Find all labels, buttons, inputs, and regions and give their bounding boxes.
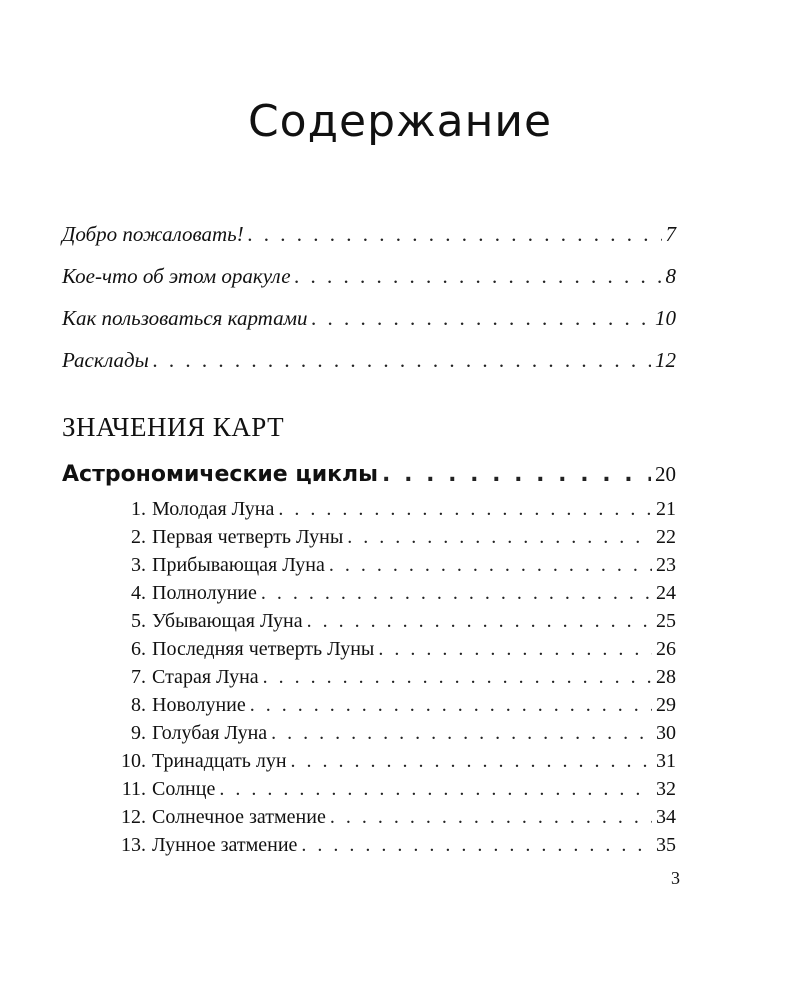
toc-leader-dots (347, 526, 652, 549)
toc-entry-page: 7 (665, 222, 676, 246)
toc-entry-label: Добро пожаловать! (62, 222, 244, 246)
toc-item-page: 28 (656, 666, 676, 688)
toc-item-label: Последняя четверть Луны (152, 638, 375, 660)
page-title: Содержание (247, 96, 553, 147)
toc-leader-dots (382, 462, 651, 487)
toc-leader-dots (261, 582, 652, 605)
toc-leader-dots (153, 348, 651, 373)
toc-item-label: Солнечное затмение (152, 806, 326, 828)
toc-item-label: Прибывающая Луна (152, 554, 325, 576)
toc-item-number: 12. (121, 806, 146, 828)
toc-item-number: 8. (131, 694, 146, 716)
toc-item-page: 32 (656, 778, 676, 800)
toc-item-number: 6. (131, 638, 146, 660)
toc-item-page: 34 (656, 806, 676, 828)
toc-item-number: 3. (131, 554, 146, 576)
toc-leader-dots (271, 722, 652, 745)
toc-item-number: 13. (121, 834, 146, 856)
toc-item-page: 21 (656, 498, 676, 520)
toc-item-label: Солнце (152, 778, 216, 800)
toc-item-label: Голубая Луна (152, 722, 268, 744)
toc-item[interactable] (108, 750, 676, 773)
toc-leader-dots (278, 498, 652, 521)
toc-leader-dots (312, 306, 652, 331)
toc-entry-label: Расклады (62, 348, 149, 372)
toc-item-label: Молодая Луна (152, 498, 275, 520)
toc-item[interactable] (108, 806, 676, 829)
toc-leader-dots (219, 778, 652, 801)
toc-item-number: 7. (131, 666, 146, 688)
toc-item[interactable] (108, 498, 676, 521)
toc-item[interactable] (108, 694, 676, 717)
toc-item[interactable] (108, 582, 676, 605)
toc-item-label: Убывающая Луна (152, 610, 303, 632)
page-number: 3 (671, 868, 680, 888)
toc-item-number: 4. (131, 582, 146, 604)
toc-leader-dots (378, 638, 652, 661)
toc-item-label: Первая четверть Луны (152, 526, 344, 548)
toc-leader-dots (263, 666, 652, 689)
toc-item-number: 11. (121, 778, 146, 800)
toc-entry-page: 8 (665, 264, 676, 288)
toc-item-number: 9. (131, 722, 146, 744)
toc-entry-label: Как пользоваться картами (62, 306, 308, 330)
toc-chapter-astronomical-cycles[interactable] (62, 462, 676, 487)
toc-item-label: Старая Луна (152, 666, 259, 688)
toc-item[interactable] (108, 666, 676, 689)
toc-item[interactable] (108, 554, 676, 577)
toc-item-label: Лунное затмение (152, 834, 298, 856)
toc-entry-label: Кое-что об этом оракуле (62, 264, 291, 288)
toc-item-label: Тринадцать лун (152, 750, 287, 772)
toc-item-page: 35 (656, 834, 676, 856)
toc-item[interactable] (108, 526, 676, 549)
toc-entry-welcome[interactable] (62, 222, 676, 247)
toc-item[interactable] (108, 722, 676, 745)
toc-item[interactable] (108, 834, 676, 857)
toc-item-page: 24 (656, 582, 676, 604)
toc-entry-page: 10 (655, 306, 676, 330)
toc-item-page: 23 (656, 554, 676, 576)
toc-chapter-page: 20 (655, 462, 676, 486)
toc-item-number: 2. (131, 526, 146, 548)
toc-leader-dots (248, 222, 662, 247)
toc-leader-dots (330, 806, 652, 829)
toc-item-page: 30 (656, 722, 676, 744)
toc-item-page: 31 (656, 750, 676, 772)
toc-leader-dots (250, 694, 652, 717)
toc-item-number: 10. (121, 750, 146, 772)
toc-leader-dots (291, 750, 652, 773)
toc-chapter-label: Астрономические циклы (62, 462, 379, 487)
toc-item[interactable] (108, 778, 676, 801)
section-heading: ЗНАЧЕНИЯ КАРТ (62, 412, 285, 442)
toc-item[interactable] (108, 638, 676, 661)
toc-item[interactable] (108, 610, 676, 633)
toc-entry-spreads[interactable] (62, 348, 676, 373)
toc-leader-dots (301, 834, 652, 857)
toc-item-page: 29 (656, 694, 676, 716)
toc-item-number: 1. (131, 498, 146, 520)
toc-leader-dots (329, 554, 652, 577)
toc-entry-page: 12 (655, 348, 676, 372)
toc-item-page: 26 (656, 638, 676, 660)
toc-item-page: 22 (656, 526, 676, 548)
toc-item-number: 5. (131, 610, 146, 632)
toc-leader-dots (295, 264, 662, 289)
toc-entry-about-oracle[interactable] (62, 264, 676, 289)
toc-item-page: 25 (656, 610, 676, 632)
toc-item-label: Полнолуние (152, 582, 257, 604)
toc-item-label: Новолуние (152, 694, 246, 716)
toc-entry-how-to-use[interactable] (62, 306, 676, 331)
toc-leader-dots (307, 610, 652, 633)
